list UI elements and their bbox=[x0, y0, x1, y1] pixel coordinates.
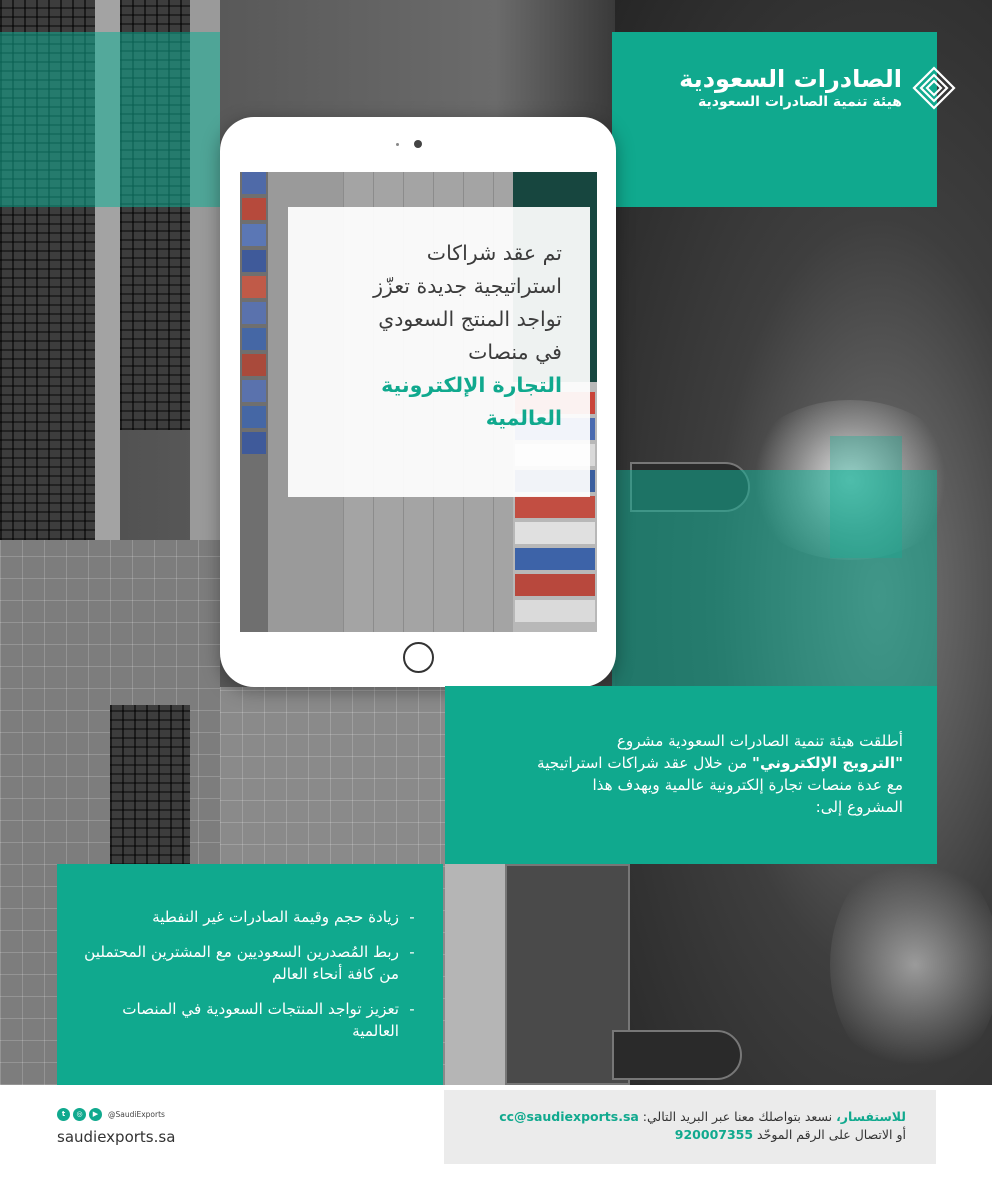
sea-glare bbox=[830, 850, 992, 1080]
goal-text: ربط المُصدرين السعوديين مع المشترين المحتملين من كافة أنحاء العالم bbox=[84, 943, 399, 983]
headline-line: تواجد المنتج السعودي bbox=[378, 307, 562, 331]
tablet-home-button bbox=[403, 642, 434, 673]
goal-bullet: - bbox=[409, 1000, 415, 1018]
contact-line-email bbox=[464, 1108, 906, 1126]
social-links bbox=[57, 1106, 257, 1122]
headline-line: في منصات bbox=[468, 340, 562, 364]
contact-phone-link[interactable]: 920007355 bbox=[674, 1127, 754, 1142]
headline-accent-line: العالمية bbox=[485, 406, 562, 430]
youtube-icon[interactable]: ▶ bbox=[89, 1108, 102, 1121]
tablet-sensor bbox=[396, 143, 399, 146]
description-block bbox=[445, 686, 937, 864]
goal-text: تعزيز تواجد المنتجات السعودية في المنصات العالمية bbox=[122, 1000, 399, 1040]
project-name: "الترويج الإلكتروني" bbox=[752, 754, 903, 772]
logo bbox=[656, 58, 956, 118]
quay bbox=[445, 864, 505, 1085]
social-handle: @SaudiExports bbox=[108, 1109, 165, 1119]
container-stacks-lower bbox=[110, 705, 190, 865]
footer-social bbox=[57, 1106, 257, 1166]
instagram-icon[interactable]: ◎ bbox=[73, 1108, 86, 1121]
website-link[interactable]: saudiexports.sa bbox=[57, 1128, 176, 1146]
logo-title: الصادرات السعودية bbox=[679, 65, 902, 93]
teal-overlay-square bbox=[830, 436, 902, 558]
contact-text: نسعد بتواصلك معنا عبر البريد التالي: bbox=[638, 1109, 837, 1124]
teal-overlay-top-left bbox=[0, 32, 220, 207]
twitter-icon[interactable]: t bbox=[57, 1108, 70, 1121]
contact-email-link[interactable]: cc@saudiexports.sa bbox=[499, 1109, 639, 1124]
logo-mark-icon bbox=[912, 66, 956, 110]
description-line-rest: من خلال عقد شراكات استراتيجية bbox=[537, 754, 753, 772]
description-line: مع عدة منصات تجارة إلكترونية عالمية ويهدف هذا bbox=[592, 776, 903, 794]
description-line: أطلقت هيئة تنمية الصادرات السعودية مشروع bbox=[616, 732, 903, 750]
goal-bullet: - bbox=[409, 943, 415, 961]
goals-list bbox=[57, 864, 443, 1085]
tablet-camera-icon bbox=[414, 140, 422, 148]
headline-line: تم عقد شراكات bbox=[426, 241, 562, 265]
description-line: المشروع إلى: bbox=[815, 798, 903, 816]
tablet-mockup bbox=[220, 117, 616, 687]
goal-item bbox=[77, 906, 417, 928]
headline-card bbox=[288, 207, 590, 497]
contact-line-phone bbox=[464, 1126, 906, 1144]
contact-box bbox=[444, 1090, 936, 1164]
tablet-screen bbox=[240, 172, 597, 632]
screen-container-column bbox=[240, 172, 268, 632]
goal-item bbox=[77, 998, 417, 1042]
description-line bbox=[465, 752, 903, 774]
headline-line: استراتيجية جديدة تعزّز bbox=[373, 274, 562, 298]
contact-label: للاستفسار، bbox=[836, 1109, 906, 1124]
headline-accent-line: التجارة الإلكترونية bbox=[381, 373, 562, 397]
tugboat-2 bbox=[612, 1030, 742, 1080]
goal-text: زيادة حجم وقيمة الصادرات غير النفطية bbox=[152, 908, 399, 926]
logo-subtitle: هيئة تنمية الصادرات السعودية bbox=[698, 94, 902, 110]
contact-phone-text: أو الاتصال على الرقم الموحّد bbox=[753, 1127, 906, 1142]
goal-item bbox=[77, 941, 417, 985]
goal-bullet: - bbox=[409, 908, 415, 926]
